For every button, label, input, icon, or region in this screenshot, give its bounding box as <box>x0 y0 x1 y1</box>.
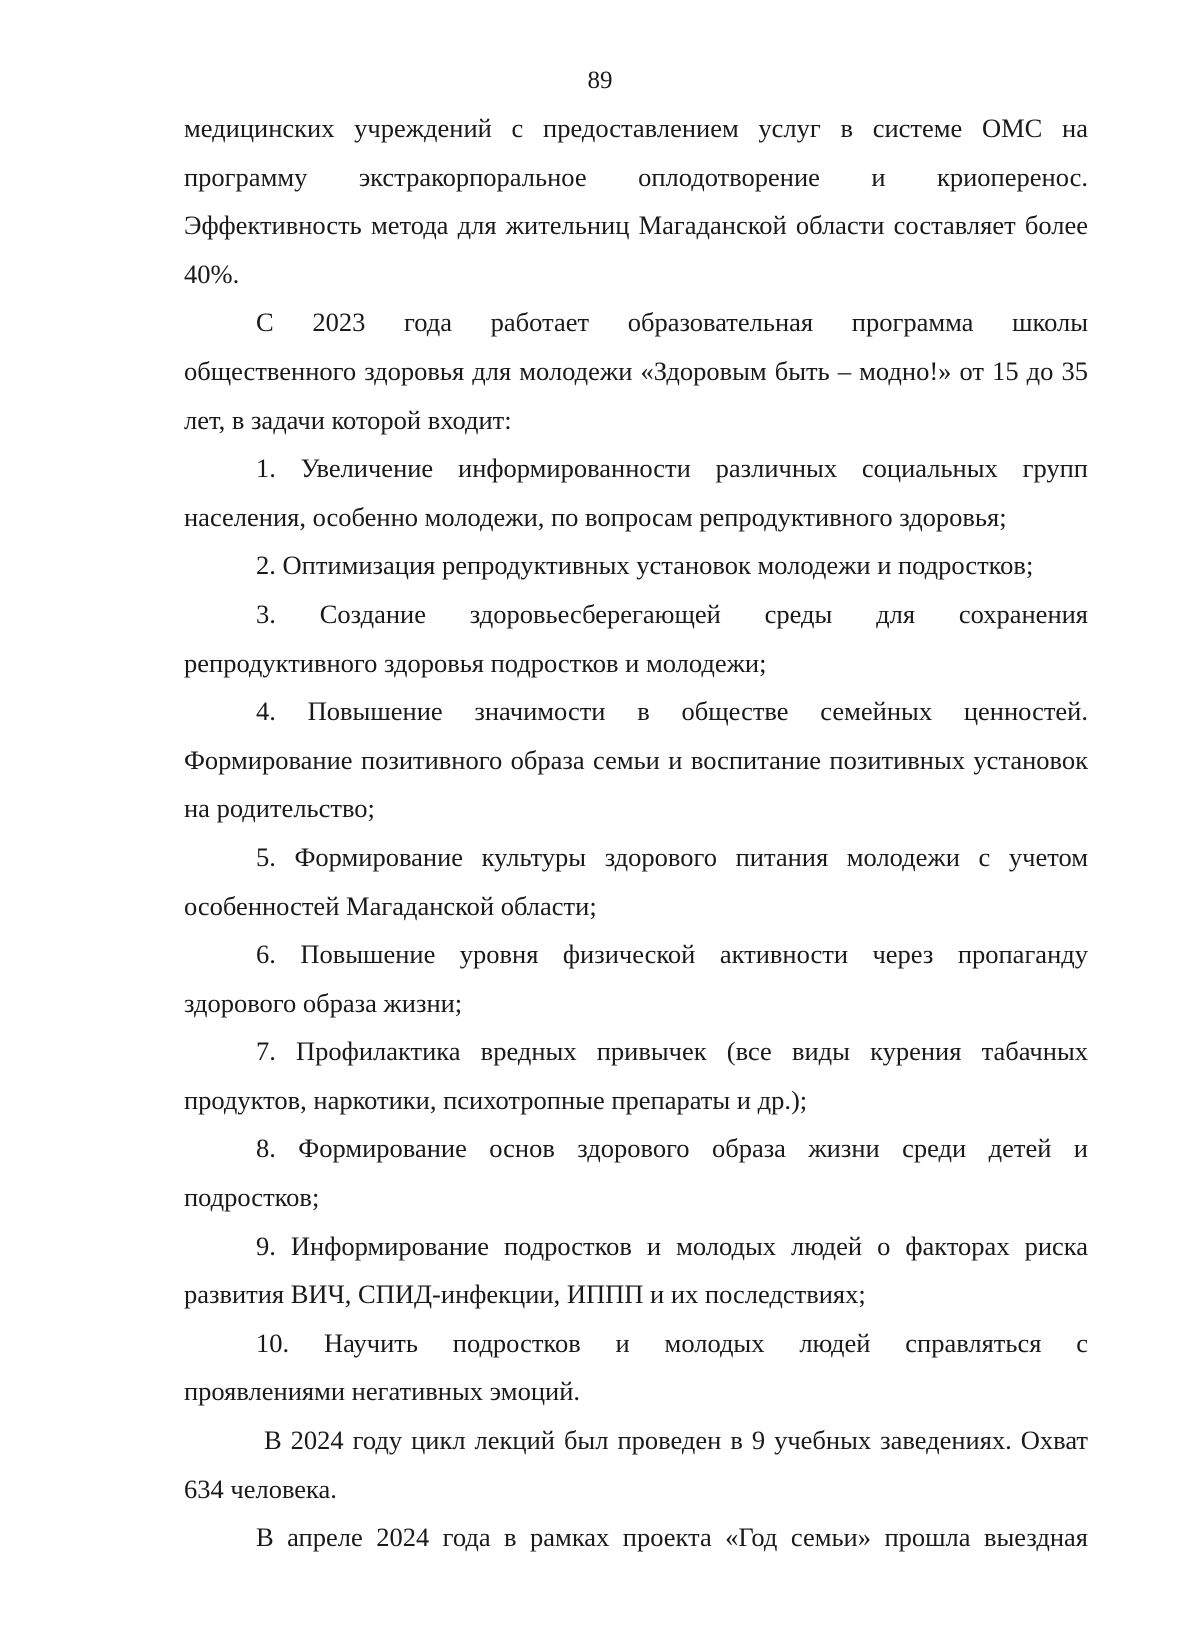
list-item: 2. Оптимизация репродуктивных установок молодежи и подростков; <box>256 550 1034 581</box>
list-item: 4. Повышение значимости в обществе семейных ценностей. Формирование позитивного образа семьи и воспитание позитивных установок на родительство; <box>184 696 1088 824</box>
list-item-line: 3. Создание здоровьесберегающей среды для сохранения <box>256 598 1088 629</box>
page-number: 89 <box>587 67 613 94</box>
list-item: 8. Формирование основ здорового образа жизни среди детей и подростков; <box>184 1133 1088 1213</box>
list-item: 5. Формирование культуры здорового питания молодежи с учетом особенностей Магаданской области; <box>184 841 1088 921</box>
list-item: 6. Повышение уровня физической активности через пропаганду здорового образа жизни; <box>184 939 1088 1018</box>
document-body <box>184 104 1088 1562</box>
list-item: 9. Информирование подростков и молодых людей о факторах риска развития ВИЧ, СПИД-инфекции, ИППП и их последствиях; <box>184 1230 1088 1310</box>
paragraph: В 2024 году цикл лекций был проведен в 9 учебных заведениях. Охват 634 человека. <box>184 1425 1088 1504</box>
paragraph: Эффективность метода для жительниц Магаданской области составляет более 40%. <box>184 210 1088 289</box>
list-item-continuation: проявлениями негативных эмоций. <box>184 1376 580 1407</box>
list-item-line: 10. Научить подростков и молодых людей справляться с <box>256 1327 1088 1358</box>
paragraph-line: медицинских учреждений с предоставлением услуг в системе ОМС на <box>184 113 1088 143</box>
list-item-continuation: репродуктивного здоровья подростков и молодежи; <box>184 647 767 678</box>
paragraph: общественного здоровья для молодежи «Здоровым быть – модно!» от 15 до 35 лет, в задачи которой входит: <box>184 355 1088 435</box>
paragraph-line: В апреле 2024 года в рамках проекта «Год семьи» прошла выездная <box>256 1522 1088 1553</box>
list-item: 7. Профилактика вредных привычек (все виды курения табачных продуктов, наркотики, психотропные препараты и др.); <box>184 1036 1088 1115</box>
list-item: 1. Увеличение информированности различных социальных групп населения, особенно молодежи, по вопросам репродуктивного здоровья; <box>184 453 1088 532</box>
paragraph-line: С 2023 года работает образовательная программа школы <box>256 307 1088 338</box>
paragraph-line: программу экстракорпоральное оплодотворение и криоперенос. <box>184 161 1088 192</box>
